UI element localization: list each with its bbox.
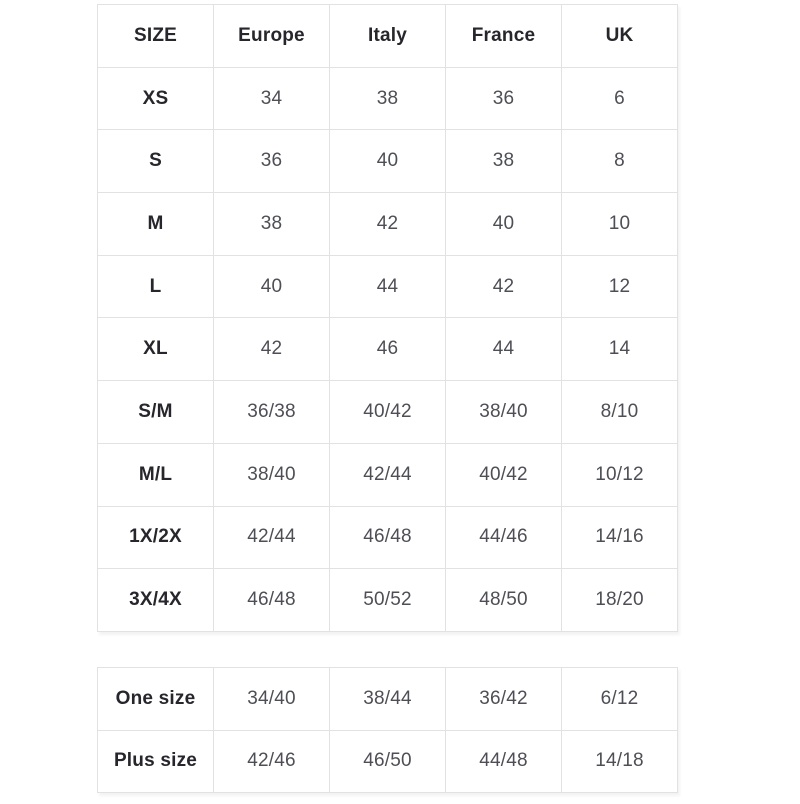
size-label-cell: 1X/2X <box>98 506 214 569</box>
table-row <box>98 130 678 193</box>
column-header-size: SIZE <box>98 5 214 68</box>
size-value-cell: 40 <box>214 255 330 318</box>
size-value-cell: 50/52 <box>330 569 446 632</box>
size-label-cell: XL <box>98 318 214 381</box>
size-value-cell: 36/42 <box>446 667 562 730</box>
table-row <box>98 381 678 444</box>
size-value-cell: 36 <box>214 130 330 193</box>
size-value-cell: 38 <box>446 130 562 193</box>
column-header-europe: Europe <box>214 5 330 68</box>
size-value-cell: 14 <box>562 318 678 381</box>
size-label-cell: S/M <box>98 381 214 444</box>
size-chart-container <box>97 4 800 793</box>
table-row <box>98 569 678 632</box>
table-row <box>98 730 678 793</box>
column-header-france: France <box>446 5 562 68</box>
size-value-cell: 36/38 <box>214 381 330 444</box>
size-value-cell: 44/48 <box>446 730 562 793</box>
size-label-cell: M <box>98 193 214 256</box>
size-value-cell: 40 <box>330 130 446 193</box>
size-label-cell: L <box>98 255 214 318</box>
size-value-cell: 34 <box>214 67 330 130</box>
size-value-cell: 42 <box>214 318 330 381</box>
table-row <box>98 318 678 381</box>
table-row <box>98 193 678 256</box>
table-row <box>98 506 678 569</box>
size-label-cell: One size <box>98 667 214 730</box>
size-value-cell: 6/12 <box>562 667 678 730</box>
size-label-cell: 3X/4X <box>98 569 214 632</box>
size-conversion-table <box>97 4 678 632</box>
size-value-cell: 36 <box>446 67 562 130</box>
size-value-cell: 10 <box>562 193 678 256</box>
size-value-cell: 38/40 <box>214 443 330 506</box>
size-value-cell: 46/48 <box>214 569 330 632</box>
table-row <box>98 255 678 318</box>
size-value-cell: 34/40 <box>214 667 330 730</box>
table-row <box>98 67 678 130</box>
size-value-cell: 46 <box>330 318 446 381</box>
size-value-cell: 6 <box>562 67 678 130</box>
size-value-cell: 42/44 <box>330 443 446 506</box>
size-value-cell: 42/46 <box>214 730 330 793</box>
one-size-plus-size-table <box>97 667 678 793</box>
size-value-cell: 12 <box>562 255 678 318</box>
size-value-cell: 10/12 <box>562 443 678 506</box>
table-row <box>98 443 678 506</box>
size-value-cell: 38/40 <box>446 381 562 444</box>
column-header-uk: UK <box>562 5 678 68</box>
size-value-cell: 42 <box>330 193 446 256</box>
header-row <box>98 5 678 68</box>
size-value-cell: 38/44 <box>330 667 446 730</box>
size-value-cell: 46/50 <box>330 730 446 793</box>
size-value-cell: 40/42 <box>446 443 562 506</box>
size-value-cell: 44/46 <box>446 506 562 569</box>
size-value-cell: 48/50 <box>446 569 562 632</box>
size-label-cell: S <box>98 130 214 193</box>
size-value-cell: 42 <box>446 255 562 318</box>
size-value-cell: 40/42 <box>330 381 446 444</box>
size-value-cell: 8/10 <box>562 381 678 444</box>
size-value-cell: 38 <box>330 67 446 130</box>
size-value-cell: 18/20 <box>562 569 678 632</box>
size-value-cell: 14/16 <box>562 506 678 569</box>
size-value-cell: 40 <box>446 193 562 256</box>
size-value-cell: 44 <box>330 255 446 318</box>
size-label-cell: XS <box>98 67 214 130</box>
size-value-cell: 38 <box>214 193 330 256</box>
column-header-italy: Italy <box>330 5 446 68</box>
table-row <box>98 667 678 730</box>
size-value-cell: 14/18 <box>562 730 678 793</box>
size-label-cell: Plus size <box>98 730 214 793</box>
size-value-cell: 46/48 <box>330 506 446 569</box>
size-value-cell: 44 <box>446 318 562 381</box>
size-label-cell: M/L <box>98 443 214 506</box>
size-value-cell: 8 <box>562 130 678 193</box>
size-value-cell: 42/44 <box>214 506 330 569</box>
